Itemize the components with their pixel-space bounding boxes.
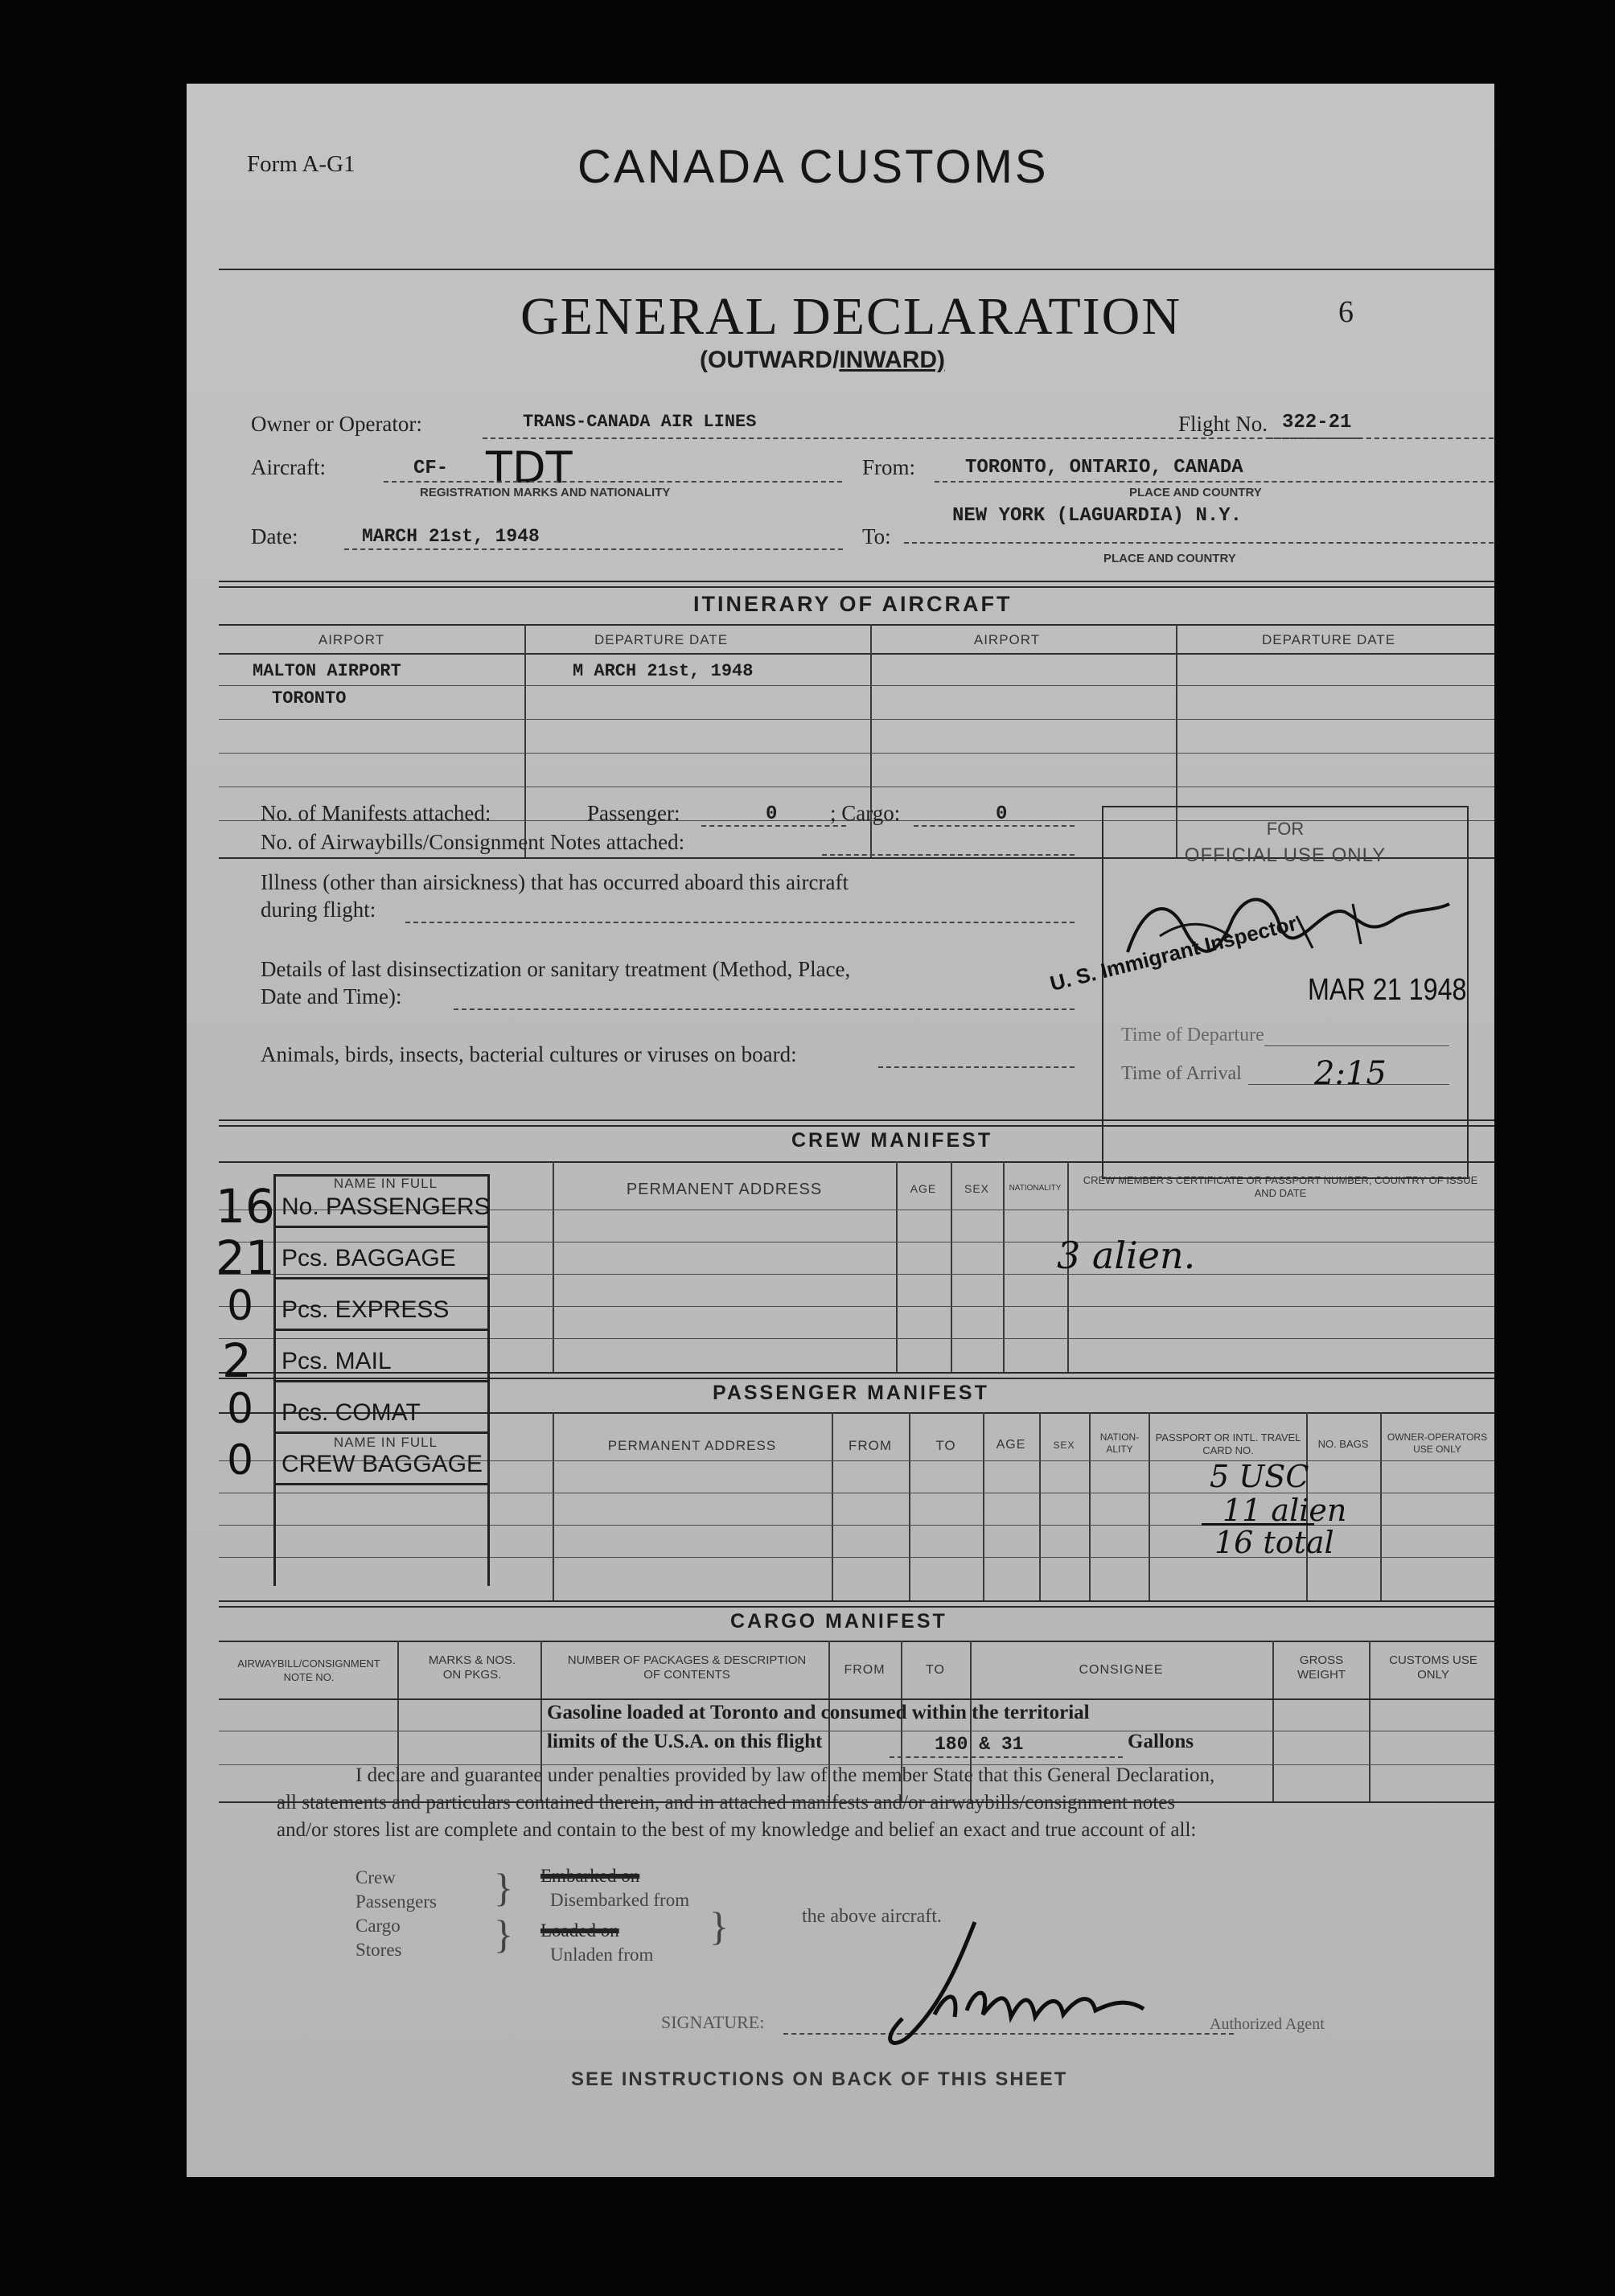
crew-manifest-title: CREW MANIFEST <box>791 1129 993 1152</box>
tally-count-express: 0 <box>227 1282 254 1330</box>
tally-count-passengers: 16 <box>216 1179 275 1234</box>
gasoline-amount: 180 & 31 <box>935 1734 1024 1755</box>
declaration-line2: all statements and particulars contained therein, and in attached manifests and/or airwaybills/consignment notes <box>277 1792 1176 1813</box>
agent-label: Authorized Agent <box>1210 2015 1325 2033</box>
itinerary-title: ITINERARY OF AIRCRAFT <box>693 592 1013 616</box>
from-value: TORONTO, ONTARIO, CANADA <box>965 457 1243 479</box>
inspector-stamp-date: MAR 21 1948 <box>1308 973 1467 1007</box>
crew-col-nationality: NATIONALITY <box>1009 1184 1062 1193</box>
cargo-col-customs: CUSTOMS USE ONLY <box>1389 1653 1477 1682</box>
declaration-line1: I declare and guarantee under penalties provided by law of the member State that this General Declaration, <box>355 1764 1215 1786</box>
itinerary-airport-line2: TORONTO <box>272 688 347 709</box>
flight-number-value: 322-21 <box>1282 412 1352 433</box>
signature-label: SIGNATURE: <box>661 2012 765 2032</box>
crew-col-age: AGE <box>910 1182 937 1195</box>
passenger-note-alien: 11 alien <box>1223 1493 1347 1528</box>
declaration-brace-3: } <box>709 1904 729 1949</box>
passenger-note-total: 16 total <box>1214 1525 1334 1560</box>
passenger-col-to: TO <box>935 1438 956 1453</box>
official-use-box <box>1047 806 1469 1179</box>
itinerary-col-departure-1: DEPARTURE DATE <box>594 632 729 647</box>
declaration-item-stores: Stores <box>355 1940 402 1960</box>
crew-col-certificate: CREW MEMBER'S CERTIFICATE OR PASSPORT NUMBER, COUNTRY OF ISSUE AND DATE <box>1083 1174 1478 1199</box>
from-place-caption: PLACE AND COUNTRY <box>1129 486 1262 499</box>
declaration-option-loaded: Loaded on <box>540 1920 619 1941</box>
passenger-col-owner: OWNER-OPERATORS USE ONLY <box>1387 1431 1488 1455</box>
cargo-manifest-title: CARGO MANIFEST <box>730 1610 947 1633</box>
to-place-caption: PLACE AND COUNTRY <box>1103 552 1236 565</box>
official-use-only: OFFICIAL USE ONLY <box>1184 844 1387 866</box>
declaration-item-crew: Crew <box>355 1867 396 1887</box>
declaration-option-unladen: Unladen from <box>550 1945 654 1965</box>
form-title: GENERAL DECLARATION <box>520 287 1181 346</box>
page-number: 6 <box>1338 295 1354 329</box>
registration-caption: REGISTRATION MARKS AND NATIONALITY <box>420 486 671 499</box>
itinerary-col-departure-2: DEPARTURE DATE <box>1261 632 1396 647</box>
cargo-col-from: FROM <box>844 1663 886 1677</box>
tally-label-mail: Pcs. MAIL <box>281 1348 392 1374</box>
disinsect-label-line1: Details of last disinsectization or sanitary treatment (Method, Place, <box>261 957 851 981</box>
cargo-col-airwaybill: AIRWAYBILL/CONSIGNMENT NOTE NO. <box>237 1657 380 1683</box>
tally-label-passengers: No. PASSENGERS <box>281 1193 491 1220</box>
footer-instructions: SEE INSTRUCTIONS ON BACK OF THIS SHEET <box>571 2068 1068 2090</box>
crew-col-name: NAME IN FULL <box>333 1176 438 1191</box>
passenger-col-nationality: NATION-ALITY <box>1099 1431 1140 1455</box>
flight-number-label: Flight No. <box>1178 412 1268 436</box>
declaration-option-disembarked: Disembarked from <box>550 1890 690 1910</box>
direction-subtitle <box>700 347 945 374</box>
outward-label: (OUTWARD <box>700 347 832 373</box>
arrival-time-label: Time of Arrival <box>1121 1063 1242 1084</box>
manifests-cargo-value: 0 <box>996 803 1008 825</box>
passenger-col-sex: SEX <box>1053 1440 1075 1451</box>
aircraft-prefix: CF- <box>413 458 449 479</box>
cargo-col-to: TO <box>926 1663 945 1677</box>
declaration-brace-2: } <box>494 1912 513 1957</box>
passenger-col-name: NAME IN FULL <box>333 1435 438 1450</box>
passenger-note-usc: 5 USC <box>1210 1459 1309 1494</box>
tally-stamp <box>216 1174 495 1586</box>
illness-label-line2: during flight: <box>261 897 376 922</box>
official-use-for: FOR <box>1266 819 1305 839</box>
aircraft-registration: TDT <box>486 442 573 493</box>
itinerary-col-airport-1: AIRPORT <box>318 632 385 647</box>
tally-label-express: Pcs. EXPRESS <box>281 1296 450 1323</box>
tally-count-mail: 2 <box>222 1333 252 1388</box>
cargo-col-packages: NUMBER OF PACKAGES & DESCRIPTION OF CONTENTS <box>567 1653 807 1682</box>
tally-label-baggage: Pcs. BAGGAGE <box>281 1245 456 1271</box>
gasoline-line2: limits of the U.S.A. on this flight <box>547 1731 823 1752</box>
manifests-passenger-label: Passenger: <box>587 801 680 825</box>
tally-count-crew-baggage: 0 <box>227 1436 254 1485</box>
agency-title: CANADA CUSTOMS <box>577 141 1049 193</box>
passenger-col-address: PERMANENT ADDRESS <box>607 1438 777 1453</box>
date-value: MARCH 21st, 1948 <box>362 526 540 547</box>
manifests-cargo-label: ; Cargo: <box>830 801 901 825</box>
agent-signature-icon <box>878 1914 1216 2059</box>
declaration-brace-1: } <box>494 1865 513 1910</box>
declaration-option-embarked: Embarked on <box>540 1866 640 1886</box>
tally-label-crew-baggage: CREW BAGGAGE <box>281 1451 483 1477</box>
owner-label: Owner or Operator: <box>251 412 422 436</box>
itinerary-departure-date: M ARCH 21st, 1948 <box>573 661 754 681</box>
declaration-line3: and/or stores list are complete and contain to the best of my knowledge and belief an exact and true account of all: <box>277 1819 1197 1841</box>
arrival-time-value: 2:15 <box>1314 1055 1387 1092</box>
to-value: NEW YORK (LAGUARDIA) N.Y. <box>952 505 1243 527</box>
form-number: Form A-G1 <box>247 151 355 177</box>
date-label: Date: <box>251 524 298 548</box>
declaration-form <box>187 84 1494 2177</box>
passenger-col-passport: PASSPORT OR INTL. TRAVEL CARD NO. <box>1155 1431 1301 1456</box>
manifests-label: No. of Manifests attached: <box>261 801 491 825</box>
inward-label: INWARD) <box>839 347 945 373</box>
to-label: To: <box>862 524 891 548</box>
cargo-col-consignee: CONSIGNEE <box>1079 1663 1164 1677</box>
passenger-col-from: FROM <box>848 1438 893 1453</box>
from-label: From: <box>862 455 916 479</box>
tally-label-comat: Pcs. COMAT <box>281 1399 421 1426</box>
cargo-col-marks: MARKS & NOS. ON PKGS. <box>428 1653 516 1682</box>
passenger-col-bags: NO. BAGS <box>1317 1438 1369 1450</box>
departure-time-label: Time of Departure <box>1121 1025 1264 1045</box>
owner-value: TRANS-CANADA AIR LINES <box>523 412 757 432</box>
itinerary-airport-line1: MALTON AIRPORT <box>253 661 401 681</box>
passenger-col-age: AGE <box>996 1438 1026 1452</box>
tally-count-comat: 0 <box>227 1385 254 1433</box>
manifests-passenger-value: 0 <box>766 803 778 825</box>
itinerary-col-airport-2: AIRPORT <box>973 632 1041 647</box>
illness-label-line1: Illness (other than airsickness) that has occurred aboard this aircraft <box>261 870 849 894</box>
aircraft-label: Aircraft: <box>251 455 326 479</box>
gasoline-unit: Gallons <box>1128 1731 1194 1752</box>
declaration-tail: the above aircraft. <box>802 1906 942 1927</box>
crew-col-address: PERMANENT ADDRESS <box>626 1181 823 1198</box>
animals-label: Animals, birds, insects, bacterial cultures or viruses on board: <box>261 1042 797 1066</box>
inspector-stamp: U. S. Immigrant Inspector <box>1047 910 1300 996</box>
declaration-item-passengers: Passengers <box>355 1891 437 1912</box>
gasoline-line1: Gasoline loaded at Toronto and consumed within the territorial <box>547 1702 1090 1723</box>
cargo-col-weight: GROSS WEIGHT <box>1297 1653 1346 1682</box>
airwaybills-label: No. of Airwaybills/Consignment Notes attached: <box>261 830 685 854</box>
tally-count-baggage: 21 <box>216 1230 275 1285</box>
declaration-item-cargo: Cargo <box>355 1916 401 1936</box>
direction-separator: / <box>832 347 840 373</box>
crew-col-sex: SEX <box>964 1182 989 1195</box>
disinsect-label-line2: Date and Time): <box>261 984 402 1008</box>
crew-handwritten-note: 3 alien. <box>1057 1234 1196 1277</box>
passenger-manifest-title: PASSENGER MANIFEST <box>713 1382 989 1404</box>
